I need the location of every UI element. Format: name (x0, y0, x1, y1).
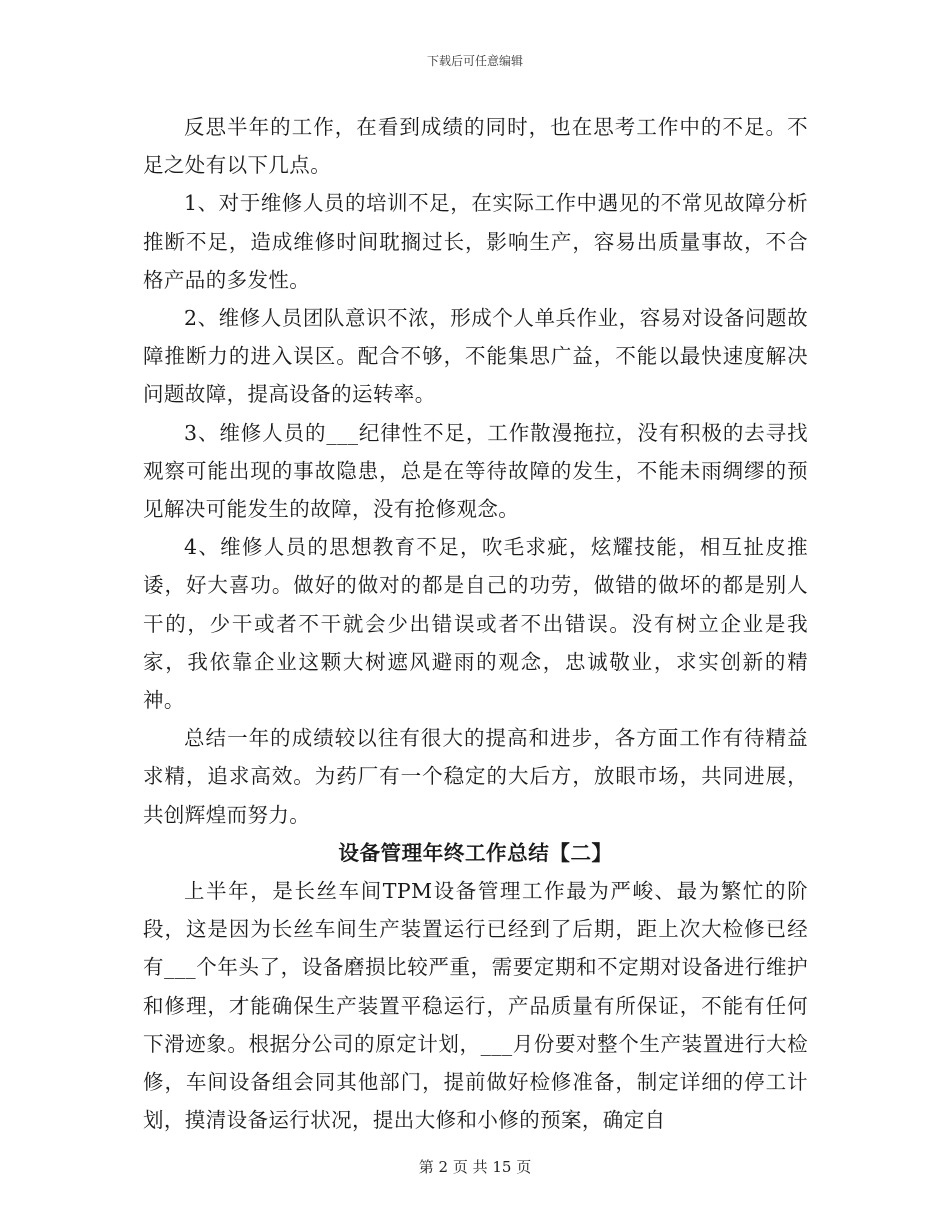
page-header-note: 下载后可任意编辑 (426, 54, 523, 68)
paragraph-point-4: 4、维修人员的思想教育不足，吹毛求疵，炫耀技能，相互扯皮推诿，好大喜功。做好的做对的都是自己的功劳，做错的做坏的都是别人干的，少干或者不干就会少出错误或者不出错误。没有树立企业是我家，我依靠企业这颗大树遮风避雨的观念，忠诚敬业，求实创新的精神。 (143, 535, 808, 713)
document-body (143, 108, 808, 1139)
paragraph-point-1: 1、对于维修人员的培训不足，在实际工作中遇见的不常见故障分析推断不足，造成维修时间耽搁过长，影响生产，容易出质量事故，不合格产品的多发性。 (143, 191, 808, 292)
paragraph-point-3: 3、维修人员的___纪律性不足，工作散漫拖拉，没有积极的去寻找观察可能出现的事故隐患，总是在等待故障的发生，不能未雨绸缪的预见解决可能发生的故障，没有抢修观念。 (143, 420, 808, 522)
paragraph-section-two: 上半年，是长丝车间TPM设备管理工作最为严峻、最为繁忙的阶段，这是因为长丝车间生产装置运行已经到了后期，距上次大检修已经有___个年头了，设备磨损比较严重，需要定期和不定期对设备进行维护和修理，才能确保生产装置平稳运行，产品质量有所保证，不能有任何下滑迹象。根据分公司的原定计划，___月份要对整个生产装置进行大检修，车间设备组会同其他部门，提前做好检修准备，制定详细的停工计划，摸清设备运行状况，提出大修和小修的预案，确定自 (143, 879, 808, 1133)
page-number: 第 2 页 共 15 页 (418, 1158, 532, 1176)
paragraph-point-2: 2、维修人员团队意识不浓，形成个人单兵作业，容易对设备问题故障推断力的进入误区。配合不够，不能集思广益，不能以最快速度解决问题故障，提高设备的运转率。 (143, 306, 808, 407)
section-title: 设备管理年终工作总结【二】 (338, 840, 613, 865)
paragraph-summary: 总结一年的成绩较以往有很大的提高和进步，各方面工作有待精益求精，追求高效。为药厂有一个稳定的大后方，放眼市场，共同进展，共创辉煌而努力。 (143, 726, 808, 827)
paragraph-reflection-intro: 反思半年的工作，在看到成绩的同时，也在思考工作中的不足。不足之处有以下几点。 (143, 115, 808, 178)
